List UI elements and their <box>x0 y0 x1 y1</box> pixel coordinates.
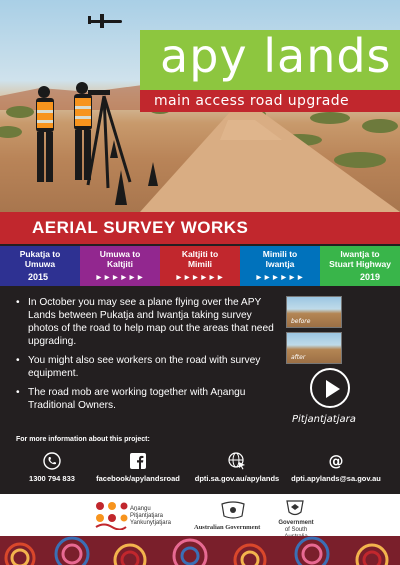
email-address: dpti.apylands@sa.gov.au <box>291 474 381 483</box>
facebook-handle: facebook/apylandsroad <box>96 474 180 483</box>
phone-number: 1300 794 833 <box>29 474 75 483</box>
bullet-item: • The road mob are working together with Aṉangu Traditional Owners. <box>16 386 278 412</box>
arrow-icons: ▶ ▶ ▶ ▶ ▶ ▶ <box>96 275 144 281</box>
website-url: dpti.sa.gov.au/apylands <box>194 474 280 483</box>
arrow-icons: ▶ ▶ ▶ ▶ ▶ ▶ <box>176 275 224 281</box>
contacts-row <box>0 452 400 488</box>
sponsors-strip <box>0 494 400 536</box>
contact-email[interactable] <box>280 452 392 483</box>
contact-facebook[interactable] <box>86 452 190 483</box>
route-segment-umuwa-kaltjiti <box>80 246 160 286</box>
arrow-icons: ▶ ▶ ▶ ▶ ▶ ▶ <box>256 275 304 281</box>
route-label: Iwantja <box>265 259 295 269</box>
before-caption: before <box>291 318 311 325</box>
route-segment-mimili-iwantja <box>240 246 320 286</box>
contact-web[interactable] <box>182 452 292 483</box>
brand-subtitle: main access road upgrade <box>154 93 350 109</box>
phone-icon <box>43 452 61 470</box>
route-strip <box>0 246 400 286</box>
apy-logo-icon <box>94 500 128 530</box>
route-label: Mimili to <box>262 249 298 259</box>
after-caption: after <box>291 354 306 361</box>
apy-org-name <box>130 506 171 527</box>
banner-title: AERIAL SURVEY WORKS <box>32 218 249 237</box>
facebook-icon <box>129 452 147 470</box>
contacts-heading: For more information about this project: <box>16 436 150 443</box>
route-label: Mimili <box>187 259 213 269</box>
route-label: Kaltjiti <box>107 259 133 269</box>
svg-text:@: @ <box>328 452 344 470</box>
info-bullets <box>16 296 278 418</box>
language-label[interactable]: Pitjantjatjara <box>292 414 356 425</box>
aus-gov-name: Australian Government <box>194 524 261 531</box>
sa-gov-line: of South <box>284 527 308 533</box>
route-label: Kaltjiti to <box>181 249 219 259</box>
bullet-item: • In October you may see a plane flying over the APY Lands between Pukatja and Iwantja taking survey photos of the road to help map out the areas that need upgrading. <box>16 296 278 348</box>
dot-art-footer <box>0 536 400 565</box>
route-label: Iwantja to <box>340 249 380 259</box>
route-label: Umuwa <box>24 259 56 269</box>
route-segment-pukatja-umuwa <box>0 246 80 286</box>
sa-gov-line: Government <box>278 520 314 526</box>
australian-crest-icon <box>218 500 248 522</box>
route-segment-iwantja-stuart-highway <box>320 246 400 286</box>
apy-name-line: Pitjantjatjara <box>130 513 164 519</box>
apy-name-line: Yankunytjatjara <box>130 520 171 526</box>
route-end-year: 2019 <box>360 272 381 282</box>
contact-phone[interactable] <box>20 452 84 483</box>
brand-logo: apy lands <box>160 29 392 83</box>
route-label: Stuart Highway <box>329 259 391 269</box>
route-segment-kaltjiti-mimili <box>160 246 240 286</box>
after-photo <box>286 332 342 364</box>
bullet-item: • You might also see workers on the road with survey equipment. <box>16 354 278 380</box>
route-label: Pukatja to <box>19 249 61 259</box>
sa-crest-icon <box>284 498 306 518</box>
route-start-year: 2015 <box>28 272 49 282</box>
before-photo <box>286 296 342 328</box>
at-sign-icon <box>327 452 345 470</box>
apy-name-line: Aṉangu <box>130 506 151 512</box>
globe-cursor-icon <box>228 452 246 470</box>
dot-art-pattern <box>0 536 400 565</box>
plane-icon <box>88 14 122 28</box>
route-label: Umuwa to <box>99 249 141 259</box>
play-icon[interactable] <box>310 368 350 408</box>
